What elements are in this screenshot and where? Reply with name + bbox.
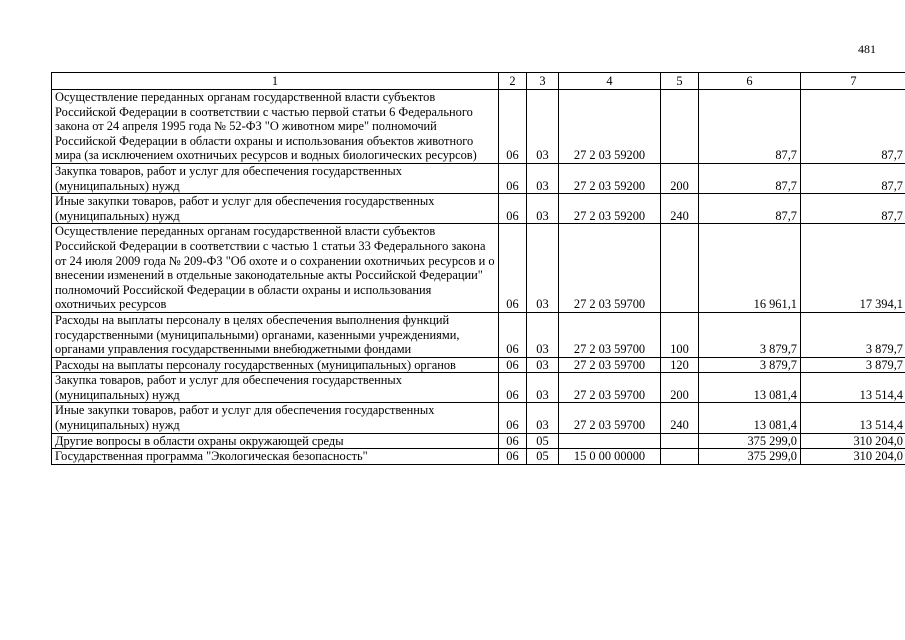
amount-col7-cell: 17 394,1 xyxy=(801,224,905,313)
amount-col7-cell: 13 514,4 xyxy=(801,403,905,433)
section-code-cell: 06 xyxy=(499,403,527,433)
section-code-cell: 06 xyxy=(499,433,527,449)
expense-name-cell: Другие вопросы в области охраны окружающей среды xyxy=(52,433,499,449)
target-article-cell: 27 2 03 59700 xyxy=(559,373,661,403)
target-article-cell: 27 2 03 59700 xyxy=(559,403,661,433)
amount-col6-cell: 87,7 xyxy=(699,163,801,193)
expense-type-cell: 240 xyxy=(661,194,699,224)
subsection-code-cell: 03 xyxy=(527,403,559,433)
expense-name-cell: Государственная программа "Экологическая безопасность" xyxy=(52,449,499,465)
expense-type-cell: 120 xyxy=(661,357,699,373)
expense-type-cell xyxy=(661,224,699,313)
target-article-cell: 27 2 03 59200 xyxy=(559,163,661,193)
amount-col7-cell: 310 204,0 xyxy=(801,433,905,449)
target-article-cell: 27 2 03 59200 xyxy=(559,194,661,224)
expense-name-cell: Осуществление переданных органам государственной власти субъектов Российской Федерации в соответствии с частью 1 статьи 33 Федерального закона от 24 июля 2009 года № 209-ФЗ "Об охоте и о сохранении охотничьих ресурсов и о внесении изменений в отдельные законодательные акты Российской Федерации" полномочий Российской Федерации в области охраны и использования охотничьих ресурсов xyxy=(52,224,499,313)
section-code-cell: 06 xyxy=(499,90,527,164)
target-article-cell: 27 2 03 59700 xyxy=(559,312,661,357)
column-header: 4 xyxy=(559,73,661,90)
subsection-code-cell: 03 xyxy=(527,194,559,224)
target-article-cell xyxy=(559,433,661,449)
section-code-cell: 06 xyxy=(499,312,527,357)
expense-type-cell xyxy=(661,90,699,164)
table-row xyxy=(52,163,905,193)
column-header: 5 xyxy=(661,73,699,90)
table-row xyxy=(52,224,905,313)
column-number-row xyxy=(52,73,905,90)
subsection-code-cell: 03 xyxy=(527,90,559,164)
amount-col7-cell: 310 204,0 xyxy=(801,449,905,465)
target-article-cell: 27 2 03 59700 xyxy=(559,224,661,313)
subsection-code-cell: 03 xyxy=(527,163,559,193)
amount-col6-cell: 87,7 xyxy=(699,194,801,224)
section-code-cell: 06 xyxy=(499,163,527,193)
expense-type-cell: 200 xyxy=(661,163,699,193)
section-code-cell: 06 xyxy=(499,357,527,373)
expense-type-cell: 240 xyxy=(661,403,699,433)
target-article-cell: 15 0 00 00000 xyxy=(559,449,661,465)
amount-col6-cell: 3 879,7 xyxy=(699,357,801,373)
expense-name-cell: Закупка товаров, работ и услуг для обеспечения государственных (муниципальных) нужд xyxy=(52,163,499,193)
expense-name-cell: Иные закупки товаров, работ и услуг для обеспечения государственных (муниципальных) нужд xyxy=(52,403,499,433)
expense-name-cell: Расходы на выплаты персоналу государственных (муниципальных) органов xyxy=(52,357,499,373)
amount-col6-cell: 16 961,1 xyxy=(699,224,801,313)
section-code-cell: 06 xyxy=(499,373,527,403)
table-row xyxy=(52,449,905,465)
expense-type-cell: 100 xyxy=(661,312,699,357)
amount-col6-cell: 87,7 xyxy=(699,90,801,164)
expense-type-cell xyxy=(661,449,699,465)
expense-type-cell: 200 xyxy=(661,373,699,403)
subsection-code-cell: 03 xyxy=(527,312,559,357)
column-header: 1 xyxy=(52,73,499,90)
section-code-cell: 06 xyxy=(499,194,527,224)
table-row xyxy=(52,373,905,403)
column-header: 7 xyxy=(801,73,905,90)
amount-col6-cell: 13 081,4 xyxy=(699,373,801,403)
column-header: 2 xyxy=(499,73,527,90)
subsection-code-cell: 03 xyxy=(527,357,559,373)
subsection-code-cell: 03 xyxy=(527,224,559,313)
expense-type-cell xyxy=(661,433,699,449)
subsection-code-cell: 05 xyxy=(527,449,559,465)
expense-name-cell: Осуществление переданных органам государственной власти субъектов Российской Федерации в соответствии с частью первой статьи 6 Федерального закона от 24 апреля 1995 года № 52-ФЗ "О животном мире" полномочий Российской Федерации в области охраны и использования объектов животного мира (за исключением охотничьих ресурсов и водных биологических ресурсов) xyxy=(52,90,499,164)
amount-col6-cell: 13 081,4 xyxy=(699,403,801,433)
subsection-code-cell: 05 xyxy=(527,433,559,449)
table-row xyxy=(52,90,905,164)
section-code-cell: 06 xyxy=(499,449,527,465)
expense-name-cell: Иные закупки товаров, работ и услуг для обеспечения государственных (муниципальных) нужд xyxy=(52,194,499,224)
amount-col7-cell: 87,7 xyxy=(801,90,905,164)
table-row xyxy=(52,357,905,373)
amount-col6-cell: 3 879,7 xyxy=(699,312,801,357)
amount-col7-cell: 3 879,7 xyxy=(801,357,905,373)
amount-col7-cell: 87,7 xyxy=(801,194,905,224)
amount-col7-cell: 87,7 xyxy=(801,163,905,193)
page-number: 481 xyxy=(858,42,876,56)
amount-col7-cell: 3 879,7 xyxy=(801,312,905,357)
table-row xyxy=(52,194,905,224)
amount-col6-cell: 375 299,0 xyxy=(699,433,801,449)
section-code-cell: 06 xyxy=(499,224,527,313)
subsection-code-cell: 03 xyxy=(527,373,559,403)
table-row xyxy=(52,403,905,433)
amount-col6-cell: 375 299,0 xyxy=(699,449,801,465)
table-row xyxy=(52,312,905,357)
budget-table xyxy=(51,72,905,465)
column-header: 6 xyxy=(699,73,801,90)
target-article-cell: 27 2 03 59700 xyxy=(559,357,661,373)
amount-col7-cell: 13 514,4 xyxy=(801,373,905,403)
target-article-cell: 27 2 03 59200 xyxy=(559,90,661,164)
table-row xyxy=(52,433,905,449)
column-header: 3 xyxy=(527,73,559,90)
expense-name-cell: Закупка товаров, работ и услуг для обеспечения государственных (муниципальных) нужд xyxy=(52,373,499,403)
expense-name-cell: Расходы на выплаты персоналу в целях обеспечения выполнения функций государственными (муниципальными) органами, казенными учреждениями, органами управления государственными внебюджетными фондами xyxy=(52,312,499,357)
